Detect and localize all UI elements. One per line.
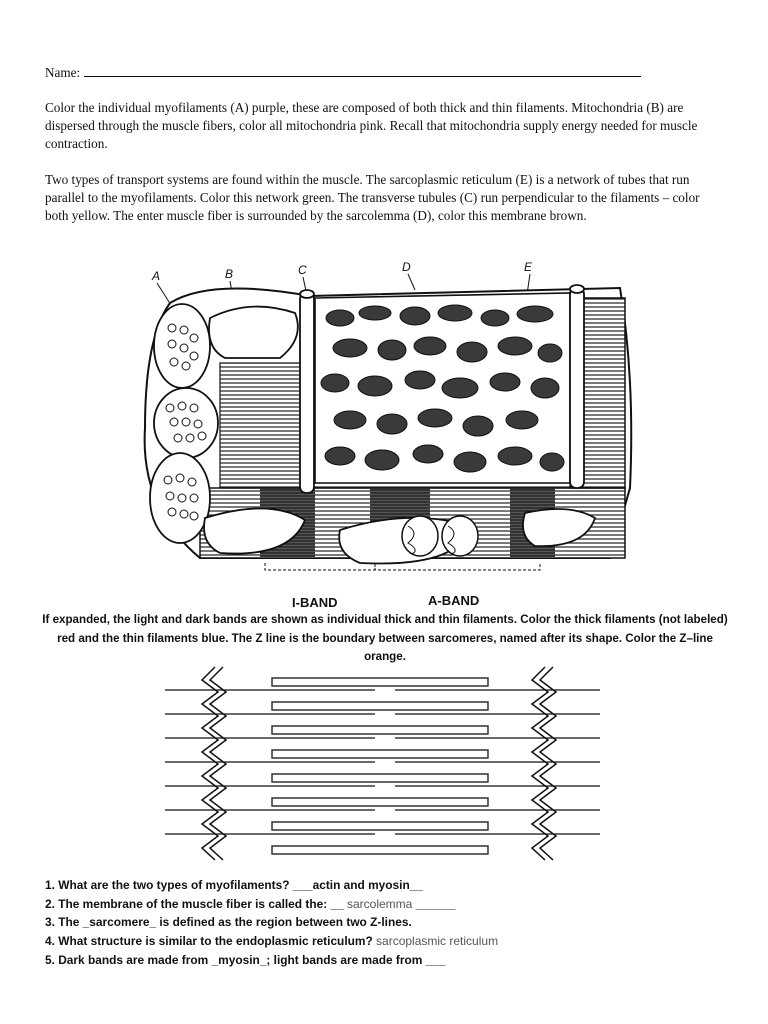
name-field <box>45 63 641 82</box>
label-e: E <box>524 260 533 274</box>
question-3: 3. The _sarcomere_ is defined as the region between two Z-lines. <box>45 915 412 930</box>
a-band-label: A-BAND <box>428 593 480 608</box>
muscle-fiber-diagram <box>130 258 640 613</box>
instructions-paragraph-1: Color the individual myofilaments (A) purple, these are composed of both thick and thin filaments. Mitochondria (B) are dispersed through the muscle fibers, color all mitochondria pink. Recall that mitochondria supply energy needed for muscle contraction. <box>45 100 698 152</box>
question-4: 4. What structure is similar to the endoplasmic reticulum? sarcoplasmic reticulum <box>45 934 499 949</box>
name-label: Name: <box>45 65 81 80</box>
sarcomere-caption: If expanded, the light and dark bands are shown as individual thick and thin filaments. Color the thick filaments (not labeled) red and the thin filaments blue. The Z line is the boundary between sarcomeres, named after its shape. Color the Z–line orange. <box>42 613 728 663</box>
answer-3[interactable]: _sarcomere_ <box>82 915 157 930</box>
question-2: 2. The membrane of the muscle fiber is called the: __ sarcolemma ______ <box>45 896 456 911</box>
answer-1[interactable]: ___actin and myosin__ <box>292 878 423 892</box>
name-blank-line[interactable] <box>84 63 641 77</box>
answer-4[interactable]: sarcoplasmic reticulum <box>376 934 499 949</box>
answer-5[interactable]: _myosin_ <box>211 952 267 967</box>
question-5: 5. Dark bands are made from _myosin_; light bands are made from ___ <box>45 952 446 967</box>
question-list <box>45 876 735 970</box>
label-d: D <box>402 260 411 274</box>
i-band-label: I-BAND <box>292 595 338 610</box>
question-1: 1. What are the two types of myofilaments? ___actin and myosin__ <box>45 878 423 892</box>
answer-2[interactable]: sarcolemma <box>347 896 413 911</box>
label-b: B <box>225 267 234 281</box>
label-c: C <box>298 263 307 277</box>
sarcomere-diagram <box>160 662 610 872</box>
label-a: A <box>152 269 161 283</box>
instructions-paragraph-2: Two types of transport systems are found within the muscle. The sarcoplasmic reticulum (E) is a network of tubes that run parallel to the myofilaments. Color this network green. The transverse tubules (C) run perpendicular to the filaments – color both yellow. The enter muscle fiber is surrounded by the sarcolemma (D), color this membrane brown. <box>45 172 700 224</box>
